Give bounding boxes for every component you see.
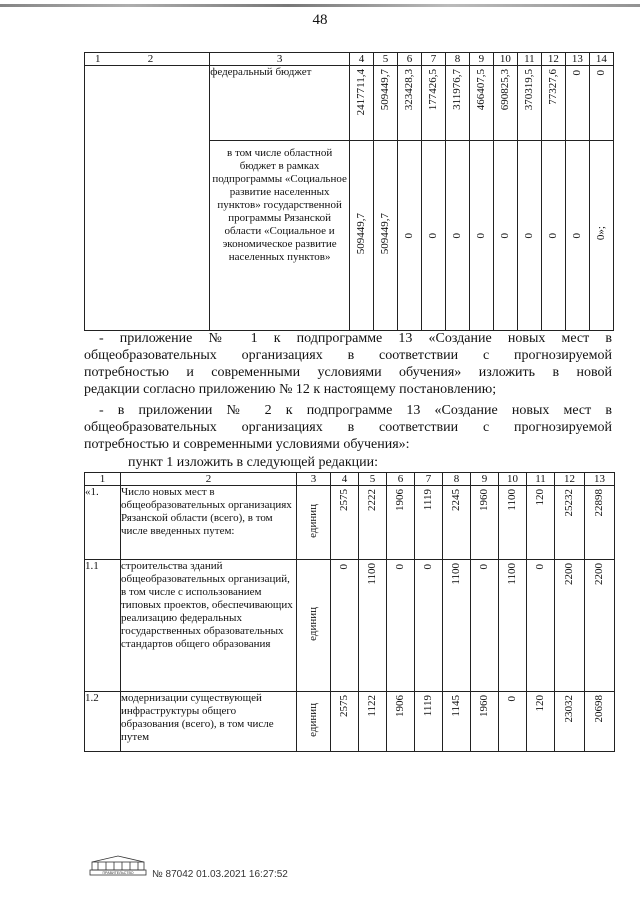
value-cell: 77327,6 [541, 66, 565, 141]
new-places-table [84, 472, 615, 752]
value-cell: 1906 [387, 692, 415, 752]
value-cell: 1100 [499, 560, 527, 692]
value-cell: 323428,3 [397, 66, 421, 141]
value-cell: 0 [565, 141, 589, 331]
value-cell: 1960 [471, 486, 499, 560]
header-cell: 12 [555, 473, 585, 486]
value-cell: 0 [517, 141, 541, 331]
value-cell: 2245 [443, 486, 471, 560]
header-cell: 6 [387, 473, 415, 486]
header-cell: 10 [493, 53, 517, 66]
value-cell: 23032 [555, 692, 585, 752]
value-cell: 2575 [331, 692, 359, 752]
value-cell: 120 [527, 486, 555, 560]
value-cell: 0 [589, 66, 613, 141]
value-cell: 0 [331, 560, 359, 692]
value-cell: 1145 [443, 692, 471, 752]
header-cell: 7 [421, 53, 445, 66]
row-label: федеральный бюджет [210, 66, 350, 141]
value-cell: 1906 [387, 486, 415, 560]
value-cell: 1119 [415, 486, 443, 560]
header-cell: 3 [210, 53, 350, 66]
value-cell: 311976,7 [445, 66, 469, 141]
value-cell: 0 [527, 560, 555, 692]
value-cell: 509449,7 [350, 141, 374, 331]
value-cell: 2222 [359, 486, 387, 560]
header-cell: 13 [585, 473, 615, 486]
value-cell: 1122 [359, 692, 387, 752]
value-cell: 22898 [585, 486, 615, 560]
value-cell: 2417711,4 [350, 66, 374, 141]
scan-edge [0, 4, 640, 7]
header-cell: 4 [350, 53, 374, 66]
header-cell: 10 [499, 473, 527, 486]
value-cell: 2575 [331, 486, 359, 560]
header-cell: 2 [121, 473, 297, 486]
value-cell: 0 [397, 141, 421, 331]
paragraph-appendix-2: - в приложении № 2 к подпрограмме 13 «Создание новых мест в общеобразовательных организациях в соответствии с прогнозируемой потребностью и современными условиями обучения»: [84, 403, 612, 452]
table-row [85, 66, 614, 141]
page-number: 48 [312, 12, 328, 28]
header-cell: 12 [541, 53, 565, 66]
row-number: 1.1 [85, 560, 121, 692]
value-cell: 1100 [359, 560, 387, 692]
value-cell: 0 [493, 141, 517, 331]
row-number: 1.2 [85, 692, 121, 752]
header-cell: 1 2 [85, 53, 210, 66]
row-label: строительства зданий общеобразовательных организаций, в том числе с использованием типовых проектов, обеспечивающих реализацию федеральных государственных образовательных стандартов общего образования [121, 560, 297, 692]
row-number: «1. [85, 486, 121, 560]
header-cell: 5 [359, 473, 387, 486]
header-cell: 1 [85, 473, 121, 486]
header-cell: 3 [297, 473, 331, 486]
value-cell: 1960 [471, 692, 499, 752]
header-cell: 4 [331, 473, 359, 486]
value-cell: 466407,5 [469, 66, 493, 141]
value-cell: 1100 [499, 486, 527, 560]
budget-table [84, 52, 614, 331]
header-cell: 8 [445, 53, 469, 66]
logo-text: ПРАВИТЕЛЬСТВО [102, 871, 134, 876]
table-row [85, 486, 615, 560]
header-cell: 9 [469, 53, 493, 66]
header-cell: 7 [415, 473, 443, 486]
value-cell: 690825,3 [493, 66, 517, 141]
value-cell: 509449,7 [374, 141, 398, 331]
value-cell: 177426,5 [421, 66, 445, 141]
value-cell: 2200 [585, 560, 615, 692]
value-cell: 0 [387, 560, 415, 692]
value-cell: 0 [445, 141, 469, 331]
value-cell: 509449,7 [374, 66, 398, 141]
table-row [85, 692, 615, 752]
value-cell: 0 [565, 66, 589, 141]
unit-cell: единиц [297, 560, 331, 692]
paragraph-appendix-1: - приложение № 1 к подпрограмме 13 «Создание новых мест в общеобразовательных организациях в соответствии с прогнозируемой потребностью и современными условиями обучения» изложить в новой редакции согласно приложению № 12 к настоящему постановлению; [84, 331, 612, 397]
value-cell: 0 [499, 692, 527, 752]
header-cell: 14 [589, 53, 613, 66]
value-cell: 0 [469, 141, 493, 331]
unit-cell: единиц [297, 692, 331, 752]
header-cell: 5 [374, 53, 398, 66]
value-cell: 1100 [443, 560, 471, 692]
value-cell: 0»; [589, 141, 613, 331]
value-cell: 25232 [555, 486, 585, 560]
document-stamp: № 87042 01.03.2021 16:27:52 [152, 869, 288, 880]
row-label: в том числе областной бюджет в рамках подпрограммы «Социальное развитие населенных пунктов» государственной программы Рязанской области «Социальное и экономическое развитие населенных пунктов» [210, 141, 350, 331]
value-cell: 0 [541, 141, 565, 331]
header-cell: 11 [517, 53, 541, 66]
value-cell: 0 [415, 560, 443, 692]
row-label: модернизации существующей инфраструктуры общего образования (всего), в том числе путем [121, 692, 297, 752]
value-cell: 2200 [555, 560, 585, 692]
table-header-row [85, 53, 614, 66]
value-cell: 0 [471, 560, 499, 692]
unit-cell: единиц [297, 486, 331, 560]
row-label: Число новых мест в общеобразовательных организациях Рязанской области (всего), в том числе введенных путем: [121, 486, 297, 560]
paragraph-point-1: пункт 1 изложить в следующей редакции: [128, 455, 378, 470]
header-cell: 6 [397, 53, 421, 66]
value-cell: 0 [421, 141, 445, 331]
value-cell: 120 [527, 692, 555, 752]
table-header-row [85, 473, 615, 486]
value-cell: 20698 [585, 692, 615, 752]
header-cell: 9 [471, 473, 499, 486]
value-cell: 1119 [415, 692, 443, 752]
header-cell: 8 [443, 473, 471, 486]
empty-cell [85, 66, 210, 331]
government-logo-icon [88, 854, 148, 876]
value-cell: 370319,5 [517, 66, 541, 141]
header-cell: 11 [527, 473, 555, 486]
header-cell: 13 [565, 53, 589, 66]
table-row [85, 560, 615, 692]
